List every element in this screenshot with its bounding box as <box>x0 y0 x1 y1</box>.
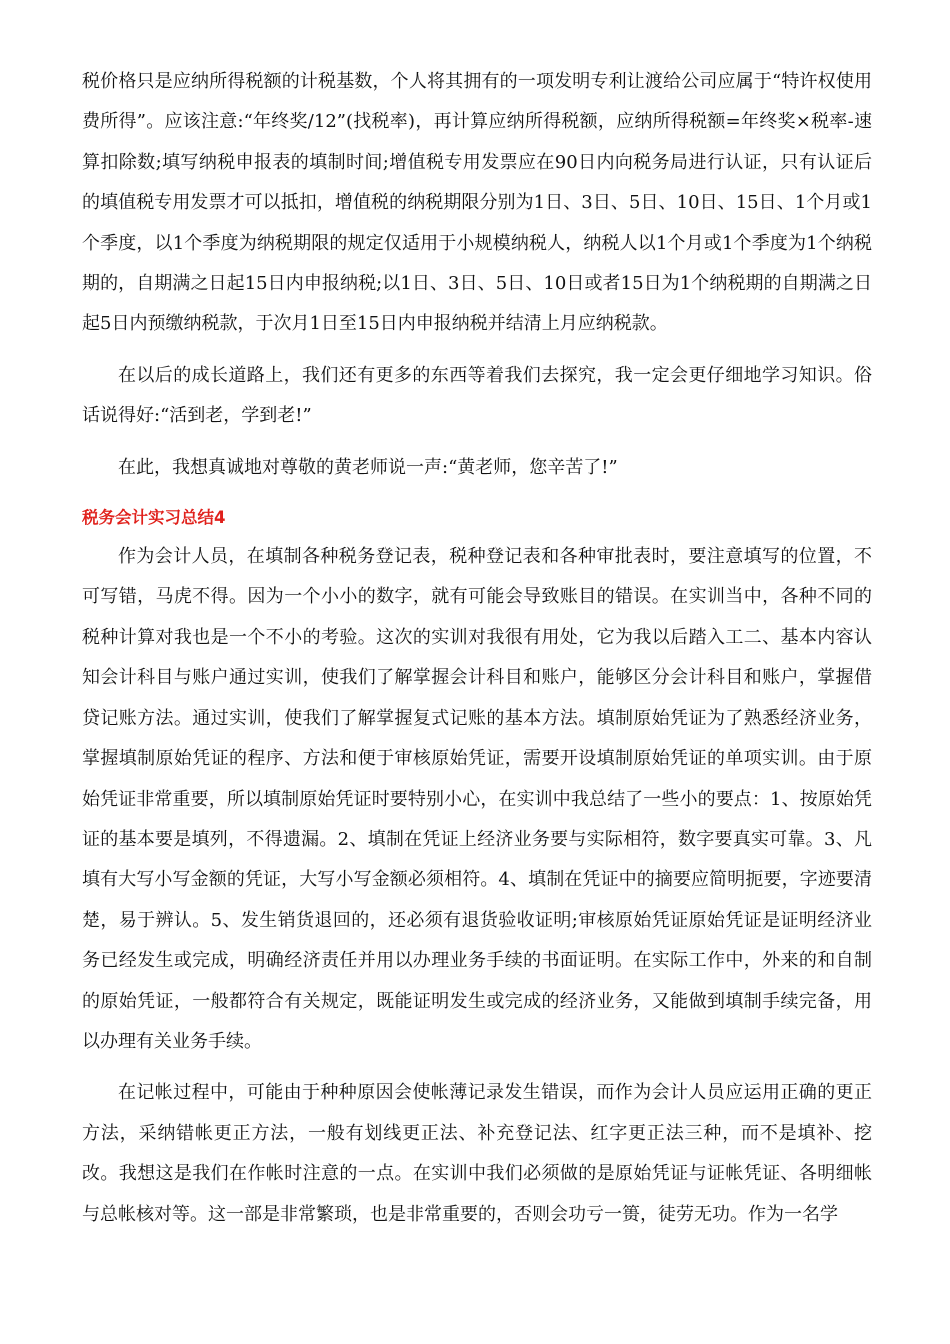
paragraph-accountant-duties: 作为会计人员，在填制各种税务登记表，税种登记表和各种审批表时，要注意填写的位置，不可写错，马虎不得。因为一个小小的数字，就有可能会导致账目的错误。在实训当中，各种不同的税种计算对我也是一个不小的考验。这次的实训对我很有用处，它为我以后踏入工二、基本内容认知会计科目与账户通过实训，使我们了解掌握会计科目和账户，能够区分会计科目和账户，掌握借贷记账方法。通过实训，使我们了解掌握复式记账的基本方法。填制原始凭证为了熟悉经济业务，掌握填制原始凭证的程序、方法和便于审核原始凭证，需要开设填制原始凭证的单项实训。由于原始凭证非常重要，所以填制原始凭证时要特别小心，在实训中我总结了一些小的要点：1、按原始凭证的基本要是填列，不得遗漏。2、填制在凭证上经济业务要与实际相符，数字要真实可靠。3、凡填有大写小写金额的凭证，大写小写金额必须相符。4、填制在凭证中的摘要应简明扼要，字迹要清楚，易于辨认。5、发生销货退回的，还必须有退货验收证明;审核原始凭证原始凭证是证明经济业务已经发生或完成，明确经济责任并用以办理业务手续的书面证明。在实际工作中，外来的和自制的原始凭证，一般都符合有关规定，既能证明发生或完成的经济业务，又能做到填制手续完备，用以办理有关业务手续。 <box>82 546 872 1052</box>
paragraph-thanks-teacher: 在此，我想真诚地对尊敬的黄老师说一声:“黄老师，您辛苦了!” <box>118 456 618 478</box>
paragraph-bookkeeping-errors: 在记帐过程中，可能由于种种原因会使帐薄记录发生错误，而作为会计人员应运用正确的更正方法，采纳错帐更正方法，一般有划线更正法、补充登记法、红字更正法三种，而不是填补、挖改。我想这是我们在作帐时注意的一点。在实训中我们必须做的是原始凭证与证帐凭证、各明细帐与总帐核对等。这一部是非常繁琐，也是非常重要的，否则会功亏一篑，徒劳无功。作为一名学 <box>82 1082 872 1225</box>
paragraph-growth-path: 在以后的成长道路上，我们还有更多的东西等着我们去探究，我一定会更仔细地学习知识。俗话说得好:“活到老，学到老!” <box>82 364 872 427</box>
section-heading: 税务会计实习总结4 <box>82 508 226 528</box>
paragraph-tax-rules: 税价格只是应纳所得税额的计税基数，个人将其拥有的一项发明专利让渡给公司应属于“特许权使用费所得”。应该注意:“年终奖/12”(找税率)，再计算应纳所得税额，应纳所得税额=年终奖×税率-速算扣除数;填写纳税申报表的填制时间;增值税专用发票应在90日内向税务局进行认证，只有认证后的填值税专用发票才可以抵扣，增值税的纳税期限分别为1日、3日、5日、10日、15日、1个月或1个季度，以1个季度为纳税期限的规定仅适用于小规模纳税人，纳税人以1个月或1个季度为1个纳税期的，自期满之日起15日内申报纳税;以1日、3日、5日、10日或者15日为1个纳税期的自期满之日起5日内预缴纳税款，于次月1日至15日内申报纳税并结清上月应纳税款。 <box>82 71 872 335</box>
document-page <box>82 62 872 1246</box>
